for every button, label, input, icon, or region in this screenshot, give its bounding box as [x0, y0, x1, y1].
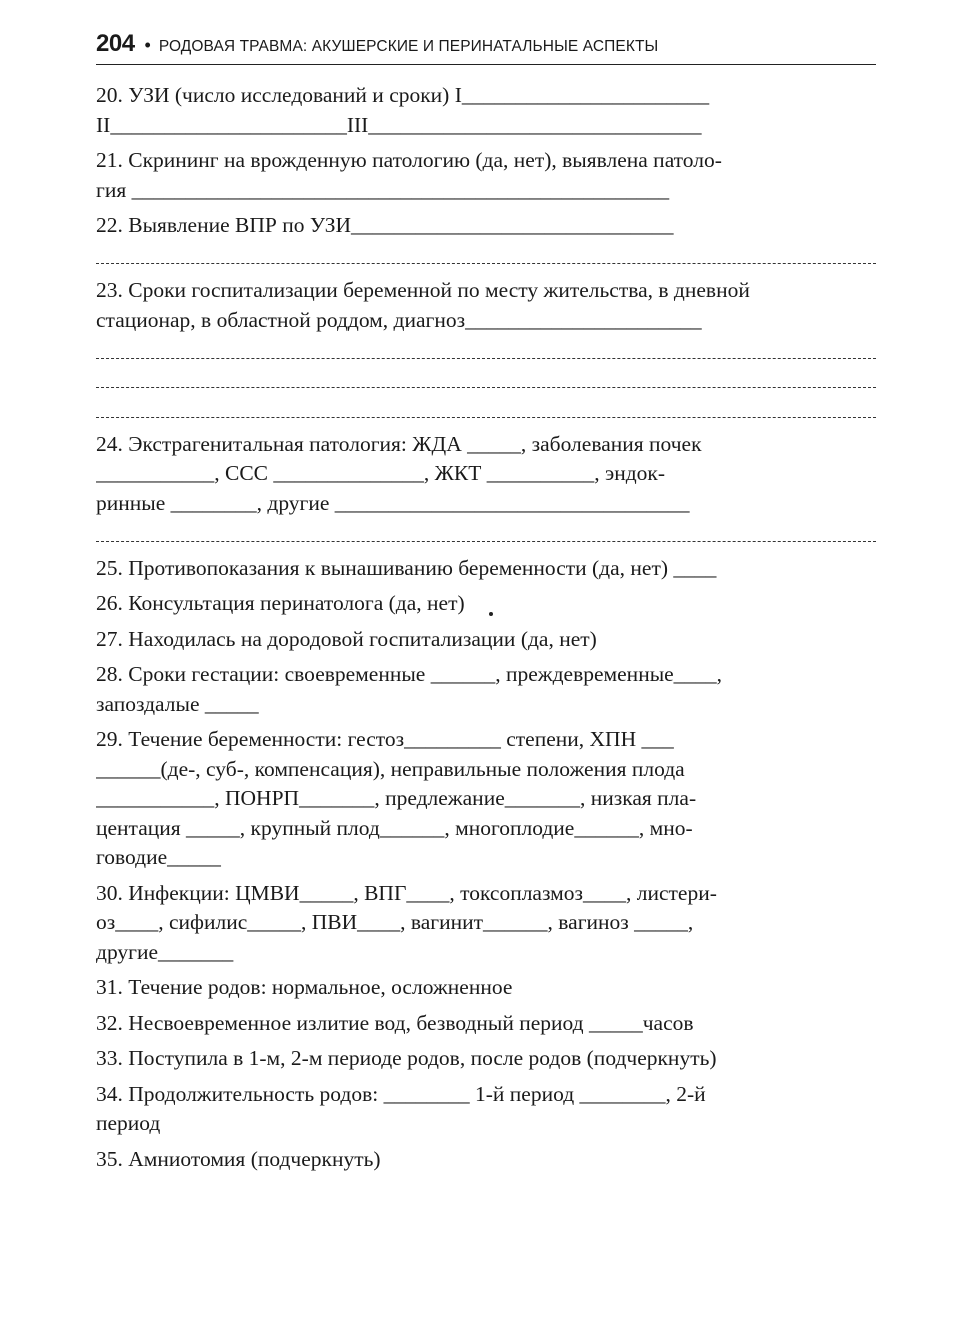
item-24-blank-rule: [96, 518, 876, 548]
item-29-line-4: центация _____, крупный плод______, многоплодие______, мно-: [96, 815, 693, 840]
item-29-line-5: говодие_____: [96, 845, 221, 869]
item-34-line-2: период: [96, 1111, 161, 1135]
item-23-blank-rule-2: [96, 365, 876, 395]
item-21-line-1: 21. Скрининг на врожденную патологию (да, нет), выявлена патоло-: [96, 148, 722, 172]
item-30-line-1: 30. Инфекции: ЦМВИ_____, ВПГ____, токсоплазмоз____, листери-: [96, 880, 717, 905]
item-29-line-3: ___________, ПОНРП_______, предлежание_______, низкая пла-: [96, 786, 697, 810]
item-24-line-3: ринные ________, другие _________________________________: [96, 490, 690, 515]
document-page: [96, 30, 876, 1174]
item-26-row: [96, 589, 876, 619]
item-32-line-1: 32. Несвоевременное излитие вод, безводный период _____часов: [96, 1010, 694, 1035]
item-35-line-1: 35. Амниотомия (подчеркнуть): [96, 1146, 381, 1171]
running-header: [96, 30, 876, 65]
running-title: РОДОВАЯ ТРАВМА: АКУШЕРСКИЕ И ПЕРИНАТАЛЬНЫЕ АСПЕКТЫ: [158, 38, 659, 55]
header-bullet: •: [144, 35, 151, 55]
item-20-line-1: 20. УЗИ (число исследований и сроки) I_______________________: [96, 83, 710, 107]
item-31-line-1: 31. Течение родов: нормальное, осложненное: [96, 975, 513, 999]
item-30-line-2: оз____, сифилис_____, ПВИ____, вагинит______, вагиноз _____,: [96, 910, 694, 934]
item-28-line-1: 28. Сроки гестации: своевременные ______, преждевременные____,: [96, 662, 723, 686]
item-26-line-1: 26. Консультация перинатолога (да, нет): [96, 591, 465, 615]
item-25-line-1: 25. Противопоказания к вынашиванию беременности (да, нет) ____: [96, 555, 717, 580]
item-34-line-1: 34. Продолжительность родов: ________ 1-й период ________, 2-й: [96, 1081, 706, 1106]
item-27-line-1: 27. Находилась на дородовой госпитализации (да, нет): [96, 626, 597, 651]
item-24-line-2: ___________, ССС ______________, ЖКТ __________, эндок-: [96, 461, 666, 485]
item-23-line-1: 23. Сроки госпитализации беременной по месту жительства, в дневной: [96, 278, 750, 302]
item-22-blank-rule: [96, 241, 876, 271]
item-29-line-2: ______(де-, суб-, компенсация), неправильные положения плода: [96, 756, 685, 781]
item-29-line-1: 29. Течение беременности: гестоз_________ степени, ХПН ___: [96, 727, 674, 751]
item-28-line-2: запоздалые _____: [96, 691, 259, 716]
item-24-line-1: 24. Экстрагенитальная патология: ЖДА _____, заболевания почек: [96, 431, 702, 456]
item-33-line-1: 33. Поступила в 1-м, 2-м периоде родов, после родов (подчеркнуть): [96, 1046, 717, 1070]
item-23-blank-rule-1: [96, 335, 876, 365]
item-30-line-3: другие_______: [96, 939, 234, 964]
ink-dot: [489, 612, 493, 616]
item-23-line-2: стационар, в областной роддом, диагноз______________________: [96, 307, 702, 332]
form-content: [96, 81, 876, 1174]
page-number: 204: [96, 30, 135, 57]
item-23-blank-rule-3: [96, 394, 876, 424]
item-22-line-1: 22. Выявление ВПР по УЗИ______________________________: [96, 213, 674, 237]
item-20-line-2: II______________________III_______________________________: [96, 112, 702, 137]
item-21-line-2: гия __________________________________________________: [96, 177, 670, 202]
